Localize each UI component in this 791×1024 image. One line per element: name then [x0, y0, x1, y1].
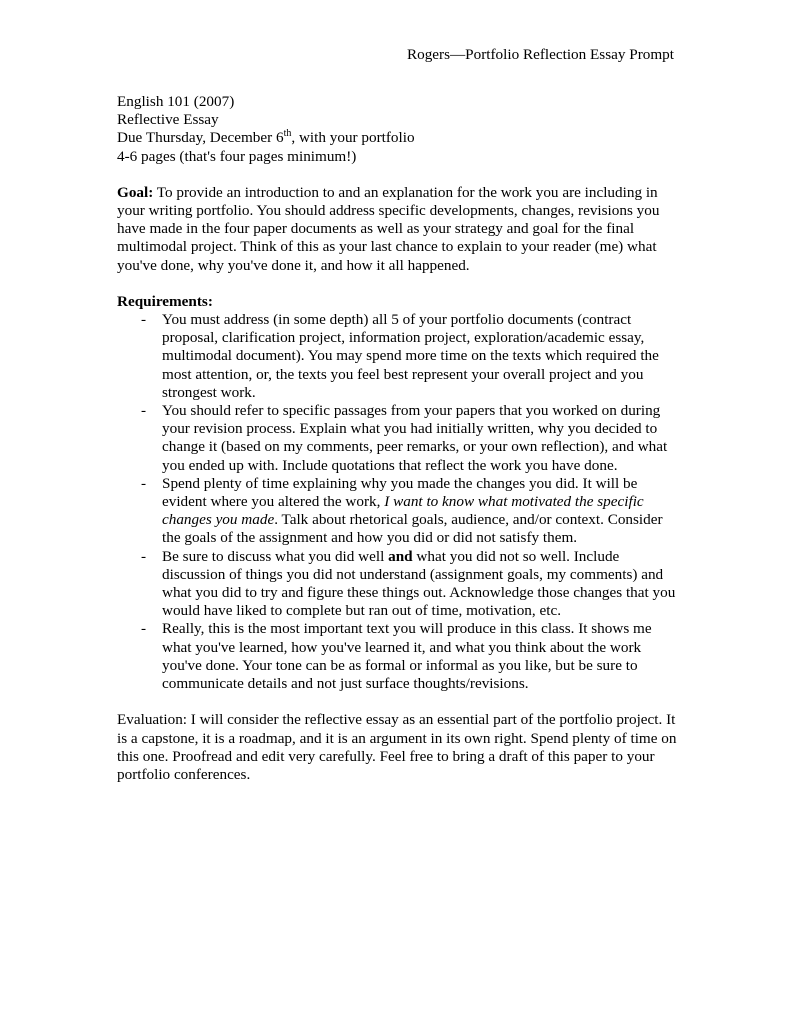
document-body	[117, 93, 677, 784]
requirement-emphasis: I want to know what motivated the specific changes you made	[162, 493, 644, 529]
requirement-text-part: . Talk about rhetorical goals, audience, and/or context. Consider the goals of the assignment and how you did or did not satisfy them.	[162, 511, 663, 547]
requirement-text	[162, 475, 663, 547]
requirement-text	[162, 548, 675, 620]
requirements-label: Requirements:	[117, 292, 213, 310]
due-date-prefix: Due Thursday, December 6	[117, 129, 284, 147]
evaluation-paragraph: Evaluation: I will consider the reflective essay as an essential part of the portfolio project. It is a capstone, it is a roadmap, and it is an argument in its own right. Spend plenty of time on this one. Proofread and edit very carefully. Feel free to bring a draft of this paper to your portfolio conferences.	[117, 711, 677, 783]
spacer	[117, 693, 677, 711]
requirement-text: You should refer to specific passages from your papers that you worked on during your revision process. Explain what you had initially written, why you decided to change it (based on my comments, peer remarks, or your own reflection), and what you ended up with. Include quotations that reflect the work you have done.	[162, 402, 668, 474]
length-line: 4-6 pages (that's four pages minimum!)	[117, 147, 357, 165]
goal-label: Goal:	[117, 183, 154, 201]
course-line: English 101 (2007)	[117, 93, 235, 110]
running-header: Rogers—Portfolio Reflection Essay Prompt	[406, 46, 674, 63]
bullet-dash: -	[141, 402, 147, 420]
requirement-strong: and	[388, 547, 413, 565]
requirement-text-part: Be sure to discuss what you did well	[162, 547, 389, 565]
assignment-meta	[117, 93, 677, 166]
requirement-text: Really, this is the most important text you will produce in this class. It shows me what you've learned, how you've learned it, and what you think about the work you've done. Your tone can be as formal or informal as you like, but be sure to communicate details and not just surface thoughts/revisions.	[162, 620, 652, 693]
goal-paragraph	[117, 184, 677, 275]
requirement-text: You must address (in some depth) all 5 of your portfolio documents (contract proposal, clarification project, information project, exploration/academic essay, multimodal document). You may spend more time on the texts which required the most attention, or, the texts you feel best represent your overall project and you strongest work.	[162, 311, 659, 401]
spacer	[117, 166, 677, 184]
requirement-item	[117, 548, 677, 621]
requirement-item	[117, 475, 677, 548]
requirement-text-part: Spend plenty of time explaining why you made the changes you did. It will be evident where you altered the work,	[162, 474, 638, 511]
spacer	[117, 275, 677, 293]
due-date-line	[117, 129, 677, 147]
assignment-title: Reflective Essay	[117, 111, 219, 129]
requirement-item	[117, 402, 677, 475]
requirements-list	[117, 311, 677, 693]
requirements-section	[117, 293, 677, 693]
bullet-dash: -	[141, 474, 147, 492]
goal-text: To provide an introduction to and an explanation for the work you are including in your writing portfolio. You should address specific developments, changes, revisions you have made in the four paper documents as well as your strategy and goal for the final multimodal project. Think of this as your last chance to explain to your reader (me) what you've done, why you've done it, and how it all happened.	[117, 183, 660, 274]
bullet-dash: -	[141, 547, 147, 565]
requirement-text-part: what you did not so well. Include discussion of things you did not understand (assignment goals, my comments) and what you did to try and figure these things out. Acknowledge those changes that you would have liked to complete but ran out of time, motivation, etc.	[162, 547, 676, 620]
requirement-item	[117, 620, 677, 693]
bullet-dash: -	[141, 311, 147, 329]
requirement-item	[117, 311, 677, 402]
due-date-suffix: , with your portfolio	[291, 129, 415, 147]
due-date-ordinal: th	[283, 128, 292, 140]
bullet-dash: -	[141, 620, 147, 638]
